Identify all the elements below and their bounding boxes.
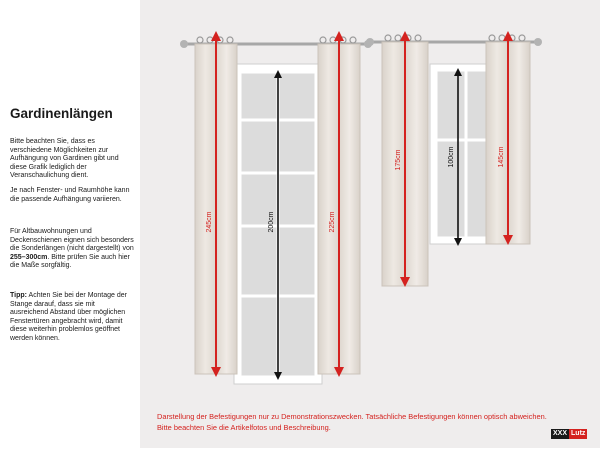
tip-text: Achten Sie bei der Montage der Stange darauf, dass sie mit ausreichend Abstand über möglichen Fenstertüren angebracht wird, damit diese weiterhin problemlos geöffnet werden können. <box>10 292 127 342</box>
label-small-left-curtain-length: 175cm <box>395 149 402 171</box>
page-title: Gardinenlängen <box>10 106 113 121</box>
disclaimer-line-1: Darstellung der Befestigungen nur zu Demonstrationszwecken. Tatsächliche Befestigungen können optisch abweichen. <box>157 412 547 421</box>
info-paragraph-3-start: Für Altbauwohnungen und Deckenschienen eignen sich besonders die Sonderlängen (nicht dargestellt) von <box>10 228 134 253</box>
label-small-window-height: 100cm <box>448 146 455 168</box>
label-left-curtain-length: 245cm <box>206 211 213 233</box>
curtain-diagram-svg <box>140 0 600 448</box>
label-small-right-curtain-length: 145cm <box>498 146 505 168</box>
label-door-window-height: 200cm <box>268 211 275 233</box>
info-paragraph-3 <box>10 228 134 271</box>
brand-logo-part-1: XXX <box>553 430 568 437</box>
disclaimer-line-2: Bitte beachten Sie die Artikelfotos und Beschreibung. <box>157 423 331 432</box>
info-paragraph-3-end: . Bitte prüfen Sie auch hier die Maße sorgfältig. <box>10 253 130 270</box>
info-paragraph-1: Bitte beachten Sie, dass es verschiedene Möglichkeiten zur Aufhängung von Gardinen gibt und diese Grafik lediglich der Veranschaulichung dient. <box>10 138 119 180</box>
label-right-curtain-length: 225cm <box>329 211 336 233</box>
curtain-illustration <box>140 0 600 448</box>
tip-paragraph <box>10 292 134 344</box>
brand-logo <box>551 429 587 439</box>
info-paragraph-2: Je nach Fenster- und Raumhöhe kann die passende Aufhängung variieren. <box>10 187 130 203</box>
special-length-range: 255–300cm <box>10 253 48 261</box>
tip-label: Tipp: <box>10 292 27 299</box>
info-sidebar <box>0 0 138 464</box>
brand-logo-part-2: Lutz <box>571 430 586 437</box>
